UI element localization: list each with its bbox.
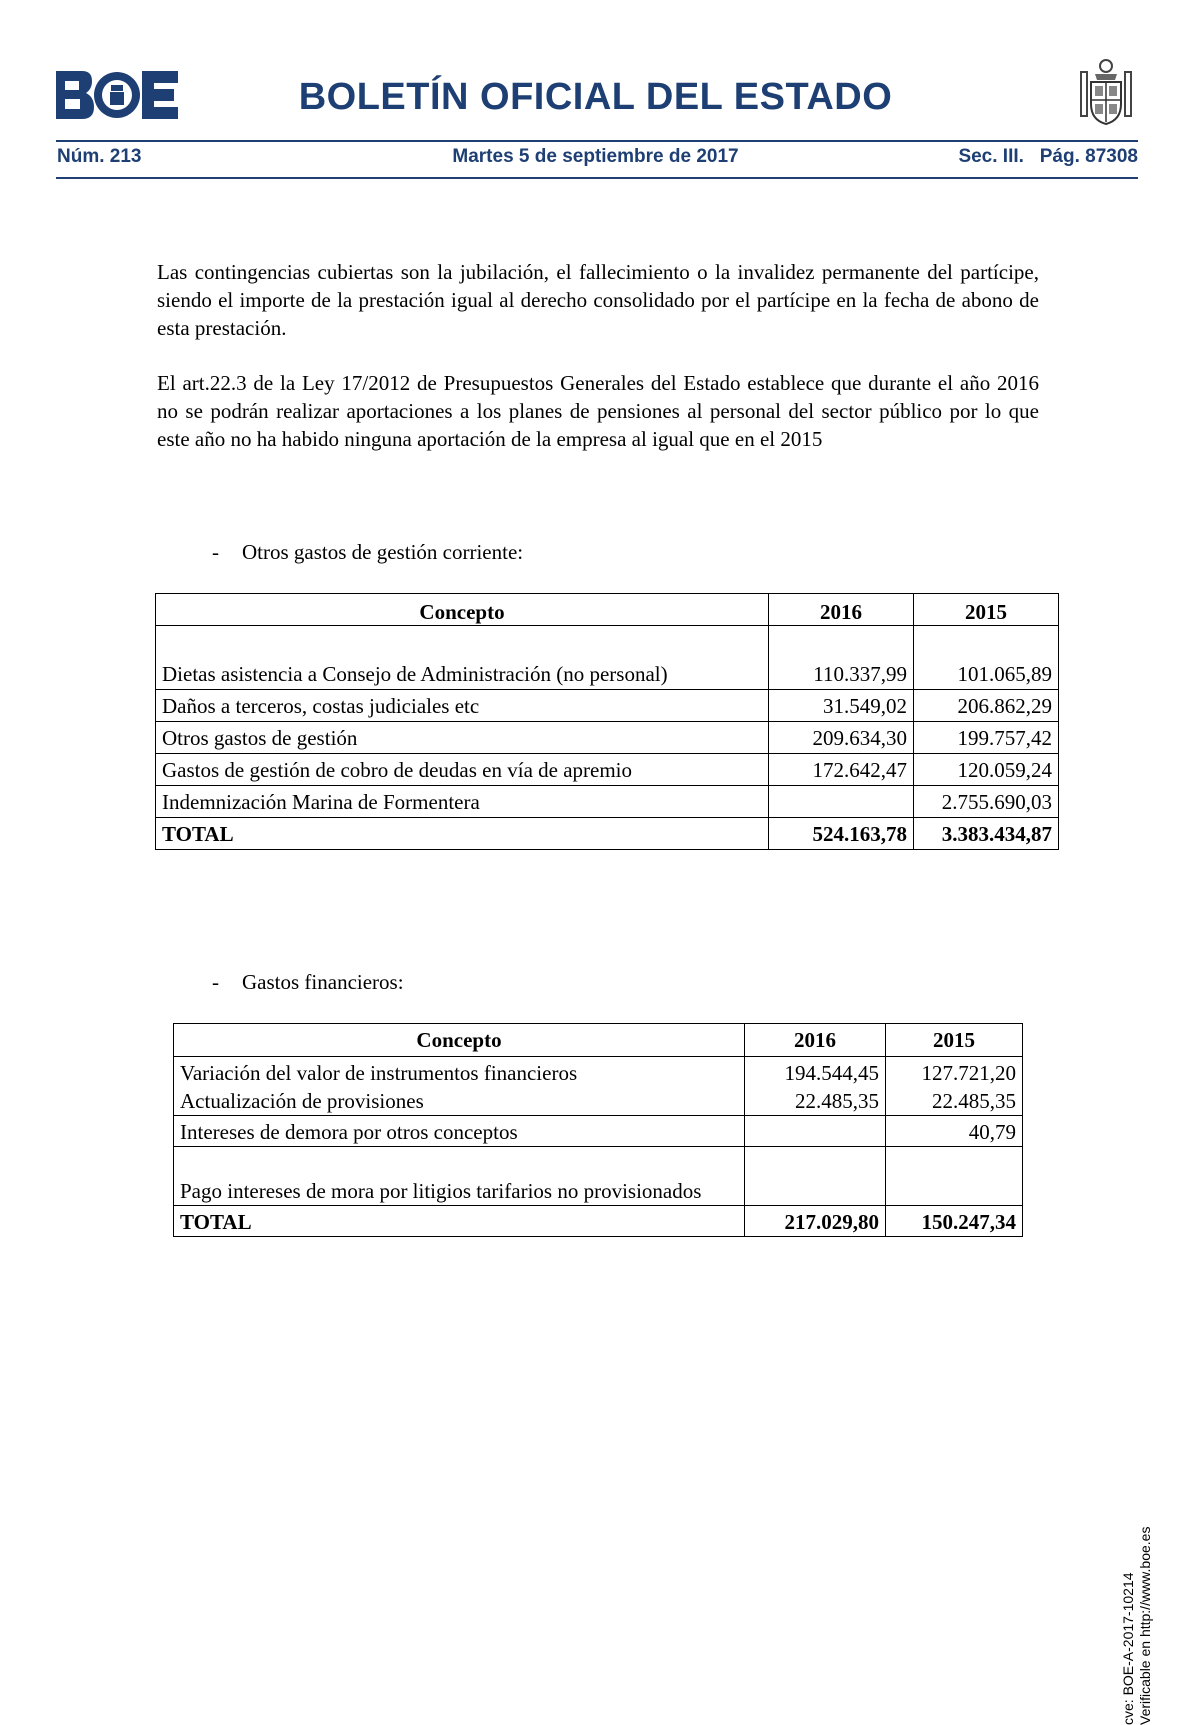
cell-2016 <box>769 786 914 818</box>
cell-2015: 2.755.690,03 <box>914 786 1059 818</box>
section-label-text: Otros gastos de gestión corriente: <box>242 540 524 564</box>
bullet-dash: - <box>212 970 219 994</box>
total-2015: 3.383.434,87 <box>914 818 1059 850</box>
section-label-text: Gastos financieros: <box>242 970 404 994</box>
table-total-row <box>156 818 1059 850</box>
table-financial-expenses <box>173 1023 1023 1237</box>
table-row <box>174 1057 1023 1116</box>
issue-number: Núm. 213 <box>57 146 142 167</box>
total-label: TOTAL <box>156 818 769 850</box>
cell-2015: 101.065,89 <box>914 626 1059 690</box>
table-row <box>156 626 1059 690</box>
cell-2016-group <box>745 1057 886 1116</box>
cell-2016: 172.642,47 <box>769 754 914 786</box>
coat-of-arms-icon <box>1075 58 1137 128</box>
table-row <box>156 722 1059 754</box>
cell-concepto: Indemnización Marina de Formentera <box>156 786 769 818</box>
header-concepto: Concepto <box>156 594 769 626</box>
section-label-other-expenses <box>212 540 523 565</box>
cell-2016: 31.549,02 <box>769 690 914 722</box>
cell-concepto: Actualización de provisiones <box>180 1089 424 1113</box>
cell-2015: 120.059,24 <box>914 754 1059 786</box>
header-2015: 2015 <box>886 1024 1023 1057</box>
cell-concepto: Variación del valor de instrumentos financieros <box>180 1061 578 1085</box>
table-row <box>156 690 1059 722</box>
header-2015: 2015 <box>914 594 1059 626</box>
cell-2015-group <box>886 1057 1023 1116</box>
section-label-financial-expenses <box>212 970 404 995</box>
cve-code: cve: BOE-A-2017-10214 <box>1120 1572 1136 1725</box>
total-label: TOTAL <box>174 1206 745 1237</box>
table-header-row <box>174 1024 1023 1057</box>
cell-concepto: Daños a terceros, costas judiciales etc <box>156 690 769 722</box>
table-row <box>156 786 1059 818</box>
bullet-dash: - <box>212 540 219 564</box>
verification-block <box>1120 1526 1160 1725</box>
total-2016: 524.163,78 <box>769 818 914 850</box>
header-rule-top <box>56 140 1138 142</box>
header-concepto: Concepto <box>174 1024 745 1057</box>
cell-2015: 40,79 <box>886 1116 1023 1147</box>
cell-2016 <box>745 1147 886 1206</box>
total-2016: 217.029,80 <box>745 1206 886 1237</box>
cell-2016: 22.485,35 <box>795 1089 879 1113</box>
cell-2016: 194.544,45 <box>784 1061 879 1085</box>
table-row <box>156 754 1059 786</box>
cell-2016: 110.337,99 <box>769 626 914 690</box>
cell-2016: 209.634,30 <box>769 722 914 754</box>
cell-2015: 199.757,42 <box>914 722 1059 754</box>
cell-concepto: Dietas asistencia a Consejo de Administración (no personal) <box>156 626 769 690</box>
section-page: Sec. III. Pág. 87308 <box>958 146 1138 167</box>
cell-concepto: Gastos de gestión de cobro de deudas en vía de apremio <box>156 754 769 786</box>
cell-2015: 127.721,20 <box>921 1061 1016 1085</box>
cell-concepto-group <box>174 1057 745 1116</box>
header-rule-bottom <box>56 177 1138 179</box>
cell-2015: 22.485,35 <box>932 1089 1016 1113</box>
issue-date: Martes 5 de septiembre de 2017 <box>452 146 739 167</box>
cell-concepto: Pago intereses de mora por litigios tarifarios no provisionados <box>174 1147 745 1206</box>
total-2015: 150.247,34 <box>886 1206 1023 1237</box>
header-2016: 2016 <box>769 594 914 626</box>
table-row <box>174 1147 1023 1206</box>
paragraph-budget-law: El art.22.3 de la Ley 17/2012 de Presupuestos Generales del Estado establece que durante el año 2016 no se podrán realizar aportaciones a los planes de pensiones al personal del sector público por lo que este año no ha habido ninguna aportación de la empresa al igual que en el 2015 <box>157 371 1039 451</box>
header-2016: 2016 <box>745 1024 886 1057</box>
paragraph-contingencies: Las contingencias cubiertas son la jubilación, el fallecimiento o la invalidez permanente del partícipe, siendo el importe de la prestación igual al derecho consolidado por el partícipe en la fecha de abono de esta prestación. <box>157 260 1039 340</box>
cell-2016 <box>745 1116 886 1147</box>
cell-2015 <box>886 1147 1023 1206</box>
table-total-row <box>174 1206 1023 1237</box>
cell-concepto: Otros gastos de gestión <box>156 722 769 754</box>
cell-concepto: Intereses de demora por otros conceptos <box>174 1116 745 1147</box>
table-header-row <box>156 594 1059 626</box>
table-other-expenses <box>155 593 1059 850</box>
cell-2015: 206.862,29 <box>914 690 1059 722</box>
verify-link: Verificable en http://www.boe.es <box>1137 1526 1153 1725</box>
bulletin-title: BOLETÍN OFICIAL DEL ESTADO <box>298 76 893 118</box>
verification-text <box>1120 1455 1154 1725</box>
table-row <box>174 1116 1023 1147</box>
